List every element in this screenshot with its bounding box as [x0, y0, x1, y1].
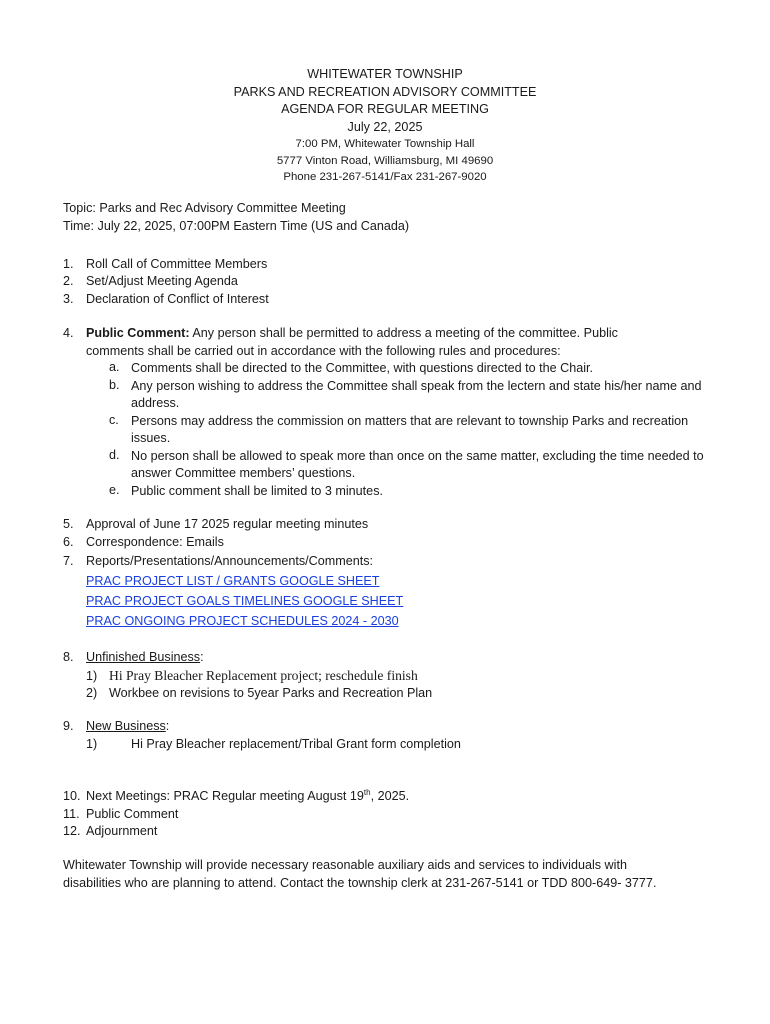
rule-text: Public comment shall be limited to 3 minutes. [131, 483, 383, 498]
sub-item-text: Workbee on revisions to 5year Parks and Recreation Plan [109, 686, 433, 700]
unfinished-business-label: Unfinished Business [86, 650, 201, 664]
topic-line: Topic: Parks and Rec Advisory Committee Meeting [63, 201, 346, 215]
rule-letter: a. [109, 360, 120, 374]
agenda-item [63, 534, 710, 552]
rule-letter: c. [109, 412, 119, 427]
meeting-phone: Phone 231-267-5141/Fax 231-267-9020 [283, 171, 487, 183]
item-number: 4. [63, 326, 74, 340]
rule-text: No person shall be allowed to speak more than once on the same matter, excluding the time needed to answer Committee members’ questions. [131, 448, 704, 480]
agenda-items-10-12 [63, 788, 710, 841]
agenda-item [63, 788, 710, 806]
public-comment-line [63, 325, 710, 343]
item-text: Set/Adjust Meeting Agenda [86, 274, 238, 288]
item-number: 11. [63, 806, 80, 821]
item-number: 8. [63, 650, 74, 664]
item-number: 12. [63, 824, 81, 838]
agenda-items-5-7 [63, 516, 710, 631]
item-text: Reports/Presentations/Announcements/Comments: [86, 554, 373, 568]
link-row [63, 591, 710, 611]
rule-item [63, 448, 710, 483]
sub-item-text: Hi Pray Bleacher replacement/Tribal Grant form completion [131, 736, 461, 751]
rule-item [63, 483, 710, 501]
agenda-item [63, 649, 710, 667]
rule-letter: e. [109, 482, 120, 497]
item-text: Public Comment [86, 806, 179, 821]
accessibility-notice: Whitewater Township will provide necessary reasonable auxiliary aids and services to individuals with disabilities who are planning to attend. Contact the township clerk at 231-267-5141 or TDD 800-649- 3777. [63, 858, 657, 890]
item-number: 3. [63, 291, 74, 306]
item-number: 5. [63, 517, 74, 531]
agenda-item [63, 255, 710, 273]
item-text-tail: , 2025. [370, 789, 410, 803]
new-business-label: New Business [86, 719, 166, 733]
project-list-link[interactable]: PRAC PROJECT LIST / GRANTS GOOGLE SHEET [86, 574, 380, 588]
item-number: 10. [63, 789, 81, 803]
public-comment-text: Any person shall be permitted to address a meeting of the committee. Public [189, 326, 618, 340]
agenda-item-public-comment [63, 325, 710, 500]
ordinal-suffix: th [363, 787, 371, 797]
item-number: 2. [63, 274, 74, 288]
item-text: Declaration of Conflict of Interest [86, 291, 269, 306]
sub-item [63, 736, 710, 754]
agenda-header [0, 66, 770, 186]
item-text: Correspondence: Emails [86, 534, 224, 549]
agenda-title: AGENDA FOR REGULAR MEETING [281, 102, 489, 116]
item-number: 6. [63, 534, 74, 549]
link-row [63, 611, 710, 631]
agenda-items-1-3 [63, 255, 710, 308]
agenda-item [63, 806, 710, 824]
link-row [63, 571, 710, 591]
sub-item-number: 1) [86, 736, 98, 751]
topic-block [63, 199, 710, 235]
colon: : [200, 650, 204, 664]
sub-item [63, 685, 710, 703]
rule-item [63, 360, 710, 378]
item-number: 1. [63, 257, 74, 271]
rule-text: Persons may address the commission on matters that are relevant to township Parks and recreation issues. [131, 413, 689, 445]
sub-item-text: Hi Pray Bleacher Replacement project; reschedule finish [109, 667, 418, 683]
rule-letter: b. [109, 377, 120, 392]
agenda-item [63, 823, 710, 841]
rule-text: Any person wishing to address the Committee shall speak from the lectern and state his/her name and address. [131, 378, 702, 410]
meeting-date: July 22, 2025 [347, 119, 423, 134]
item-number: 7. [63, 554, 74, 568]
sub-item-number: 2) [86, 686, 98, 700]
township-name: WHITEWATER TOWNSHIP [307, 67, 463, 81]
colon: : [165, 719, 170, 733]
agenda-item [63, 551, 710, 571]
item-text: Adjournment [86, 824, 158, 838]
agenda-item-new-business [63, 718, 710, 753]
item-text: Roll Call of Committee Members [86, 257, 268, 271]
time-line: Time: July 22, 2025, 07:00PM Eastern Time (US and Canada) [63, 219, 410, 233]
project-goals-link[interactable]: PRAC PROJECT GOALS TIMELINES GOOGLE SHEET [86, 594, 404, 608]
rule-letter: d. [109, 447, 120, 462]
item-text: Approval of June 17 2025 regular meeting minutes [86, 517, 369, 531]
sub-item-number: 1) [86, 668, 98, 683]
public-comment-text-2: comments shall be carried out in accordance with the following rules and procedures: [86, 343, 561, 358]
agenda-item [63, 516, 710, 534]
rule-text: Comments shall be directed to the Committee, with questions directed to the Chair. [131, 361, 593, 375]
agenda-item-unfinished-business [63, 649, 710, 703]
item-text: Next Meetings: PRAC Regular meeting August 19 [86, 789, 364, 803]
agenda-item [63, 273, 710, 291]
public-comment-label: Public Comment: [86, 326, 190, 340]
sub-item [63, 667, 710, 686]
committee-name: PARKS AND RECREATION ADVISORY COMMITTEE [233, 84, 537, 99]
project-schedules-link[interactable]: PRAC ONGOING PROJECT SCHEDULES 2024 - 2030 [86, 614, 399, 628]
meeting-address: 5777 Vinton Road, Williamsburg, MI 49690 [276, 154, 494, 167]
agenda-item [63, 291, 710, 309]
rule-item [63, 378, 710, 413]
meeting-time-place: 7:00 PM, Whitewater Township Hall [295, 138, 475, 150]
agenda-item [63, 718, 710, 736]
rule-item [63, 413, 710, 448]
item-number: 9. [63, 719, 74, 733]
